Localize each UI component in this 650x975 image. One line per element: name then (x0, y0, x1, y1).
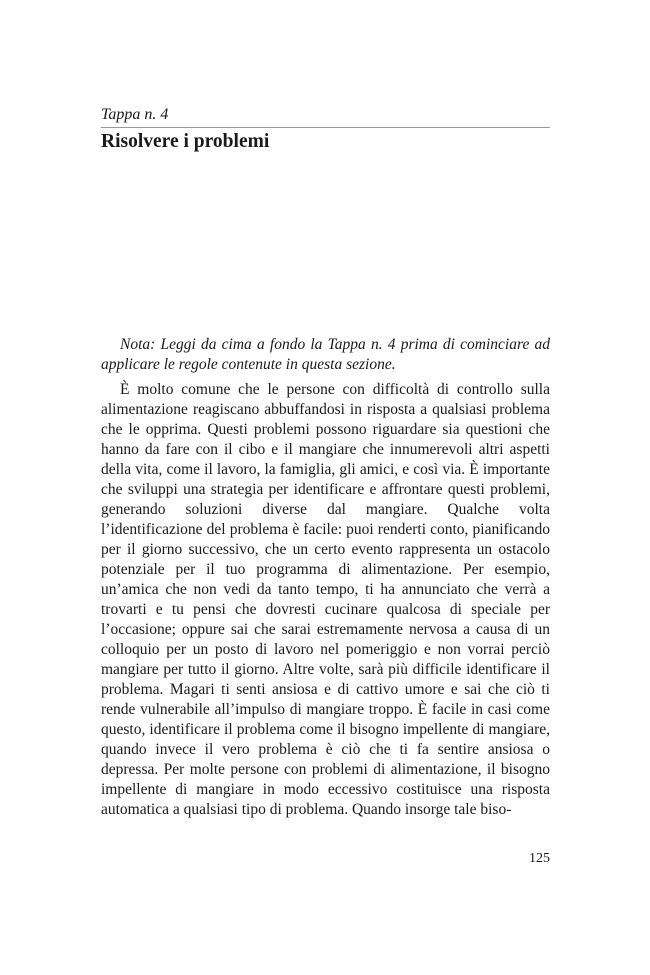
page-number: 125 (529, 851, 550, 866)
reading-note: Nota: Leggi da cima a fondo la Tappa n. 4 prima di cominciare ad applicare le regole contenute in questa sezione. (101, 336, 550, 373)
chapter-label: Tappa n. 4 (101, 105, 550, 128)
body-paragraph: È molto comune che le persone con difficoltà di controllo sulla alimentazione reagiscano abbuffandosi in risposta a qualsiasi problema che le opprima. Questi problemi possono riguardare sia questioni che hanno da fare con il cibo e il mangiare che innumerevoli altri aspetti della vita, come il lavoro, la famiglia, gli amici, e così via. È importante che sviluppi una strategia per identificare e affrontare questi problemi, generando soluzioni diverse dal mangiare. Qualche volta l’identificazione del problema è facile: puoi renderti conto, pianificando per il giorno successivo, che un certo evento rappresenta un ostacolo potenziale per il tuo programma di alimentazione. Per esempio, un’amica che non vedi da tanto tempo, ti ha annunciato che verrà a trovarti e tu pensi che dovresti cucinare qualcosa di speciale per l’occasione; oppure sai che sarai estremamente nervosa a causa di un colloquio per un posto di lavoro nel pomeriggio e non vorrai perciò mangiare per tutto il giorno. Altre volte, sarà più difficile identificare il problema. Magari ti senti ansiosa e di cattivo umore e sai che ciò ti rende vulnerabile all’impulso di mangiare troppo. È facile in casi come questo, identificare il problema come il bisogno impellente di mangiare, quando invece il vero problema è ciò che ti fa sentire ansiosa o depressa. Per molte persone con problemi di alimentazione, il bisogno impellente di mangiare in modo eccessivo costituisce una risposta automatica a qualsiasi tipo di problema. Quando insorge tale biso- (101, 381, 550, 818)
chapter-title: Risolvere i problemi (101, 131, 270, 152)
chapter-header (101, 105, 550, 155)
